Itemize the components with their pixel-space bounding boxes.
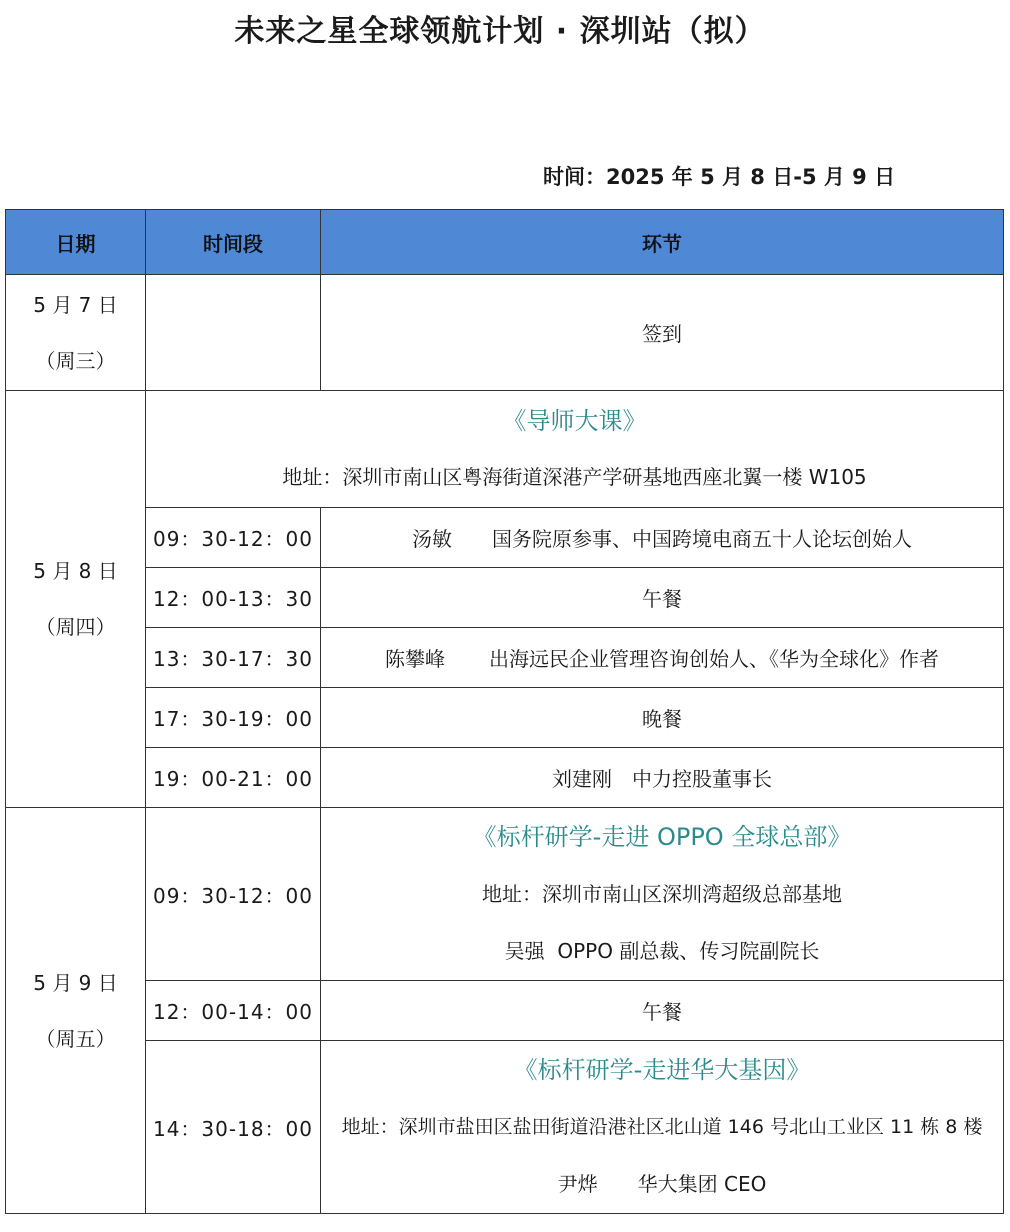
session-cell — [321, 628, 1004, 688]
table-row — [6, 391, 1004, 508]
header-slot: 时间段 — [146, 210, 321, 275]
table-row — [6, 1041, 1004, 1214]
table-row — [6, 508, 1004, 568]
course-address: 地址：深圳市南山区粤海街道深港产学研基地西座北翼一楼 W105 — [282, 465, 867, 489]
session-cell: 午餐 — [321, 568, 1004, 628]
session-cell — [321, 748, 1004, 808]
course-banner-cell — [146, 391, 1004, 508]
table-row — [6, 628, 1004, 688]
table-row — [6, 808, 1004, 981]
visit-address: 地址：深圳市南山区深圳湾超级总部基地 — [482, 881, 842, 906]
table-row — [6, 568, 1004, 628]
header-date: 日期 — [6, 210, 146, 275]
weekday-label: （周三） — [35, 348, 116, 373]
header-session: 环节 — [321, 210, 1004, 275]
date-cell — [6, 808, 146, 1214]
session-cell — [321, 508, 1004, 568]
time-slot: 17：30-19：00 — [146, 688, 321, 748]
speaker-title: 华大集团 CEO — [637, 1171, 767, 1196]
visit-title: 《标杆研学-走进华大基因》 — [513, 1055, 811, 1084]
time-slot: 12：00-13：30 — [146, 568, 321, 628]
time-slot: 19：00-21：00 — [146, 748, 321, 808]
speaker-title: 中力控股董事长 — [632, 767, 772, 791]
session-cell: 晚餐 — [321, 688, 1004, 748]
table-row — [6, 688, 1004, 748]
time-slot: 09：30-12：00 — [146, 508, 321, 568]
table-row — [6, 981, 1004, 1041]
speaker-title: 出海远民企业管理咨询创始人、《华为全球化》作者 — [489, 647, 939, 671]
table-row — [6, 748, 1004, 808]
date-cell — [6, 391, 146, 808]
session-cell — [321, 1041, 1004, 1214]
session-cell — [321, 808, 1004, 981]
schedule-table — [5, 209, 1004, 1214]
date-label: 5 月 7 日 — [33, 292, 118, 317]
time-slot: 12：00-14：00 — [146, 981, 321, 1041]
session-cell: 签到 — [321, 275, 1004, 391]
weekday-label: （周五） — [35, 1026, 116, 1051]
time-slot: 14：30-18：00 — [146, 1041, 321, 1214]
speaker-name: 汤敏 — [412, 527, 452, 551]
course-title: 《导师大课》 — [502, 407, 647, 435]
speaker-title: 国务院原参事、中国跨境电商五十人论坛创始人 — [492, 527, 912, 551]
weekday-label: （周四） — [35, 615, 116, 639]
speaker-line — [321, 923, 1003, 980]
session-cell: 午餐 — [321, 981, 1004, 1041]
date-cell — [6, 275, 146, 391]
visit-title: 《标杆研学-走进 OPPO 全球总部》 — [472, 822, 852, 851]
table-row — [6, 275, 1004, 391]
page-title: 未来之星全球领航计划 · 深圳站（拟） — [234, 14, 766, 49]
speaker-name: 尹烨 — [557, 1171, 598, 1196]
event-time: 时间：2025 年 5 月 8 日-5 月 9 日 — [543, 165, 896, 189]
slot-cell-empty — [146, 275, 321, 391]
visit-address: 地址：深圳市盐田区盐田街道沿港社区北山道 146 号北山工业区 11 栋 8 楼 — [341, 1115, 983, 1138]
table-header-row — [6, 210, 1004, 275]
date-label: 5 月 9 日 — [33, 970, 118, 995]
time-slot: 09：30-12：00 — [146, 808, 321, 981]
speaker-line — [321, 1156, 1003, 1213]
speaker-name: 吴强 — [504, 938, 545, 963]
time-slot: 13：30-17：30 — [146, 628, 321, 688]
date-label: 5 月 8 日 — [33, 559, 118, 583]
speaker-name: 刘建刚 — [552, 767, 612, 791]
speaker-name: 陈攀峰 — [385, 647, 445, 671]
speaker-title: OPPO 副总裁、传习院副院长 — [557, 938, 820, 963]
